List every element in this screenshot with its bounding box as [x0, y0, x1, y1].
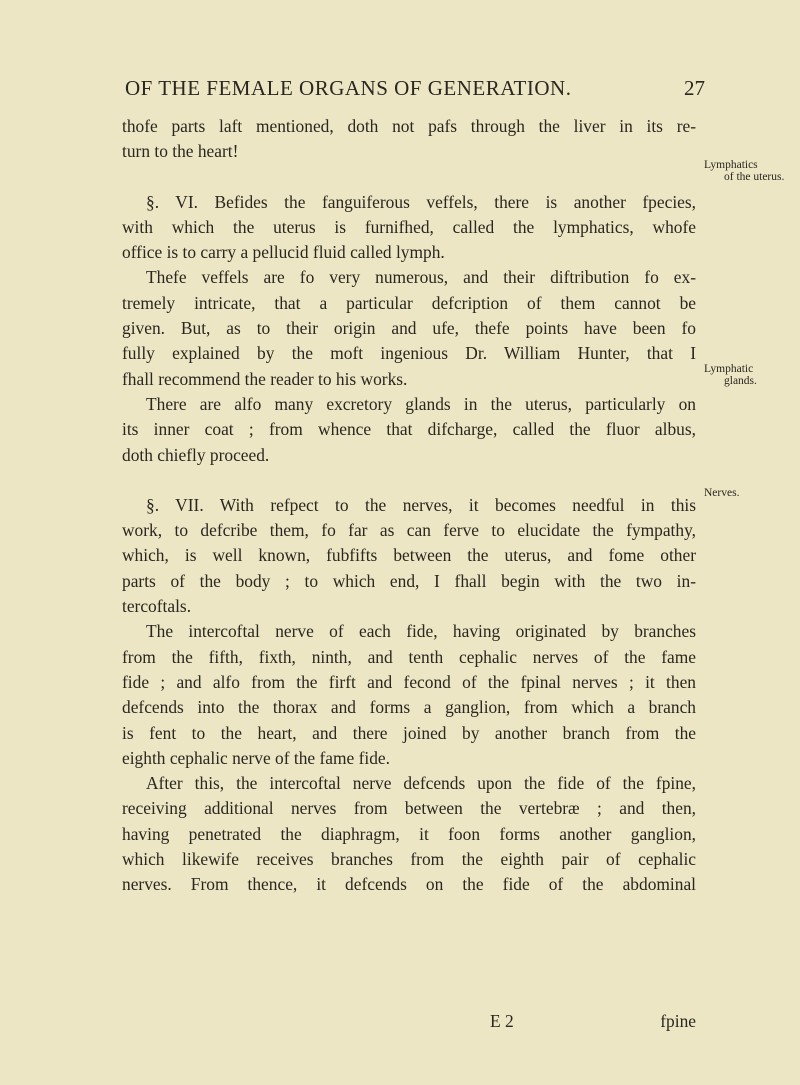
text-line: fhall recommend the reader to his works. [122, 368, 408, 389]
text-line: §. VI. Befides the fanguiferous veffels, there is another fpecies, [146, 191, 696, 212]
text-line: doth chiefly proceed. [122, 444, 270, 465]
signature-mark: E 2 [490, 1011, 514, 1031]
text-line: There are alfo many excretory glands in the uterus, particularly on [146, 393, 696, 414]
margin-note-line: Nerves. [704, 487, 740, 499]
body-text [122, 114, 696, 898]
text-line: receiving additional nerves from between the vertebræ ; and then, [122, 798, 696, 819]
text-line: Thefe veffels are fo very numerous, and their diftribution fo ex- [146, 267, 696, 288]
catchword: fpine [660, 1011, 696, 1031]
page-footer [122, 1011, 696, 1037]
text-line: from the fifth, fixth, ninth, and tenth cephalic nerves of the fame [122, 646, 696, 667]
text-line: tercoftals. [122, 596, 192, 617]
text-line: thofe parts laft mentioned, doth not pafs through the liver in its re- [122, 116, 696, 136]
margin-note-lymphatics [704, 159, 784, 183]
running-title: OF THE FEMALE ORGANS OF GENERATION. [125, 76, 572, 100]
text-line: After this, the intercoftal nerve defcends upon the fide of the fpine, [146, 773, 696, 794]
text-line: with which the uterus is furnifhed, called the lymphatics, whofe [122, 216, 696, 237]
margin-note-line: Lymphatics [704, 159, 758, 171]
margin-note-nerves [704, 487, 739, 499]
text-line: having penetrated the diaphragm, it foon forms another ganglion, [122, 823, 696, 844]
text-line: fully explained by the moft ingenious Dr. William Hunter, that I [122, 343, 696, 364]
text-line: which, is well known, fubfifts between the uterus, and fome other [122, 545, 696, 566]
text-line: is fent to the heart, and there joined by another branch from the [122, 722, 696, 743]
text-line: its inner coat ; from whence that difcharge, called the fluor albus, [122, 419, 696, 440]
text-line: parts of the body ; to which end, I fhall begin with the two in- [122, 570, 696, 591]
running-head [125, 76, 705, 106]
text-line: §. VII. With refpect to the nerves, it becomes needful in this [146, 494, 696, 515]
text-line: turn to the heart! [122, 141, 239, 162]
text-line: The intercoftal nerve of each fide, having originated by branches [146, 621, 696, 642]
text-line: tremely intricate, that a particular defcription of them cannot be [122, 292, 696, 313]
text-line: defcends into the thorax and forms a ganglion, from which a branch [122, 697, 696, 718]
text-line: nerves. From thence, it defcends on the fide of the abdominal [122, 874, 696, 895]
text-line: given. But, as to their origin and ufe, thefe points have been fo [122, 318, 696, 339]
text-line: fide ; and alfo from the firft and fecond of the fpinal nerves ; it then [122, 671, 696, 692]
page-number: 27 [684, 76, 705, 100]
margin-note-lymphatic-glands [704, 363, 757, 387]
text-line: which likewife receives branches from the eighth pair of cephalic [122, 849, 696, 870]
text-line: office is to carry a pellucid fluid called lymph. [122, 242, 445, 263]
text-line: eighth cephalic nerve of the fame fide. [122, 747, 390, 768]
margin-note-line: glands. [724, 375, 757, 387]
margin-note-line: Lymphatic [704, 363, 754, 375]
margin-note-line: of the uterus. [724, 171, 785, 183]
text-line: work, to defcribe them, fo far as can ferve to elucidate the fympathy, [122, 520, 696, 541]
